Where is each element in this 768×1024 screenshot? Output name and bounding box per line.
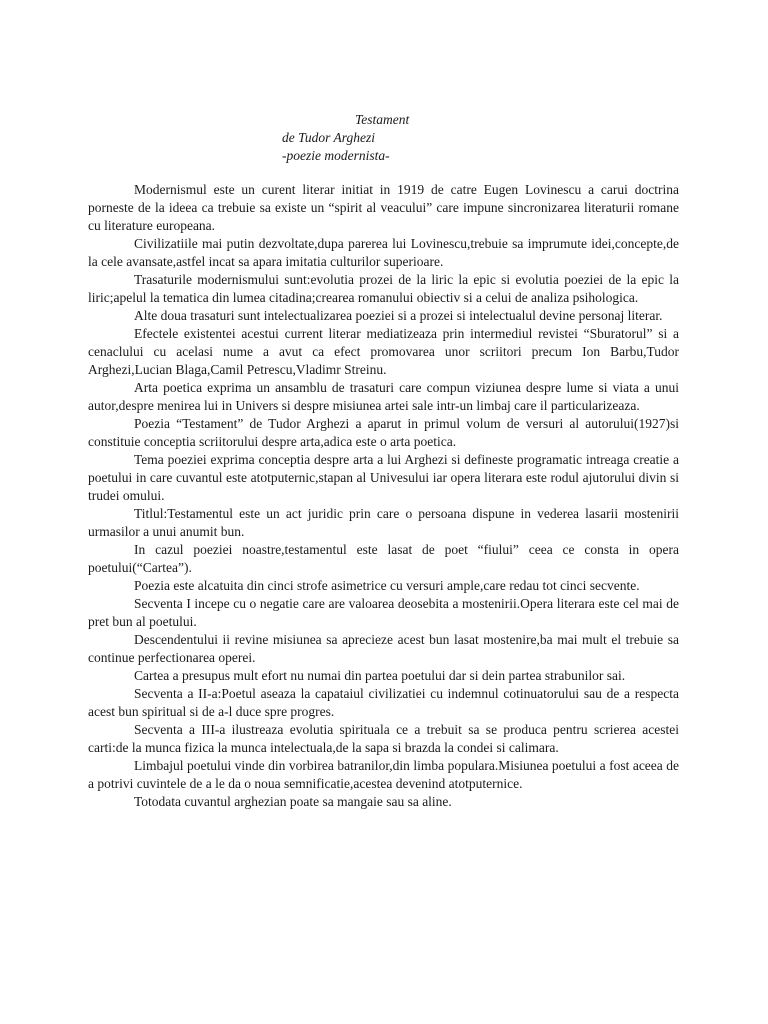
paragraph: Efectele existentei acestui current literar mediatizeaza prin intermediul revistei “Sburatorul” si a cenaclului cu acelasi nume a avut ca efect promovarea unor scriitori precum Ion Barbu,Tudor Arghezi,Lucian Blaga,Camil Petrescu,Vladimr Streinu.: [88, 326, 679, 377]
paragraph: Poezia “Testament” de Tudor Arghezi a aparut in primul volum de versuri al autorului(1927)si constituie conceptia scriitorului despre arta,adica este o arta poetica.: [88, 416, 679, 449]
paragraph: Poezia este alcatuita din cinci strofe asimetrice cu versuri ample,care redau tot cinci secvente.: [134, 578, 640, 593]
paragraph: Limbajul poetului vinde din vorbirea batranilor,din limba populara.Misiunea poetului a fost aceea de a potrivi cuvintele de a le da o noua semnificatie,acestea devenind atotputernice.: [88, 758, 679, 791]
paragraph: In cazul poeziei noastre,testamentul este lasat de poet “fiului” ceea ce consta in opera poetului(“Cartea”).: [88, 542, 679, 575]
paragraph: Trasaturile modernismului sunt:evolutia prozei de la liric la epic si evolutia poeziei de la epic la liric;apelul la tematica din lumea citadina;crearea romanului obiectiv si a celui de analiza psihologica.: [88, 272, 679, 305]
document-author: de Tudor Arghezi: [282, 130, 376, 145]
paragraph: Cartea a presupus mult efort nu numai din partea poetului dar si dein partea strabunilor sai.: [134, 668, 626, 683]
paragraph: Secventa a II-a:Poetul aseaza la capataiul civilizatiei cu indemnul cotinuatorului sau de a respecta acest bun spiritual si de a-l duce spre progres.: [88, 686, 679, 719]
document-title: Testament: [355, 112, 410, 127]
paragraph: Modernismul este un curent literar initiat in 1919 de catre Eugen Lovinescu a carui doctrina porneste de la ideea ca trebuie sa existe un “spirit al veacului” care impune sincronizarea literaturii romane cu literature europeana.: [88, 182, 679, 233]
paragraph: Secventa a III-a ilustreaza evolutia spirituala ce a trebuit sa se produca pentru scrierea acestei carti:de la munca fizica la munca intelectuala,de la sapa si brazda la condei si calimara.: [88, 722, 679, 755]
paragraph: Secventa I incepe cu o negatie care are valoarea deosebita a mostenirii.Opera literara este cel mai de pret bun al poetului.: [88, 596, 679, 629]
document-subtitle: -poezie modernista-: [282, 148, 390, 163]
paragraph: Civilizatiile mai putin dezvoltate,dupa parerea lui Lovinescu,trebuie sa imprumute idei,concepte,de la cele avansate,astfel incat sa apara imitatia culturilor superioare.: [88, 236, 679, 269]
document-body: [88, 181, 679, 811]
paragraph: Alte doua trasaturi sunt intelectualizarea poeziei si a prozei si intelectualul devine personaj literar.: [134, 308, 663, 323]
paragraph: Descendentului ii revine misiunea sa aprecieze acest bun lasat mostenire,ba mai mult el trebuie sa continue perfectionarea operei.: [88, 632, 679, 665]
paragraph: Totodata cuvantul arghezian poate sa mangaie sau sa aline.: [134, 794, 452, 809]
paragraph: Arta poetica exprima un ansamblu de trasaturi care compun viziunea despre lume si viata a unui autor,despre menirea lui in Univers si despre misiunea artei sale intr-un limbaj care il particularizeaza.: [88, 380, 679, 413]
paragraph: Tema poeziei exprima conceptia despre arta a lui Arghezi si defineste programatic intreaga creatie a poetului in care cuvantul este atotputernic,stapan al Univesului iar opera literara este rodul ajutorului divin si trudei omului.: [88, 452, 679, 503]
paragraph: Titlul:Testamentul este un act juridic prin care o persoana dispune in vederea lasarii mostenirii urmasilor a unui anumit bun.: [88, 506, 679, 539]
